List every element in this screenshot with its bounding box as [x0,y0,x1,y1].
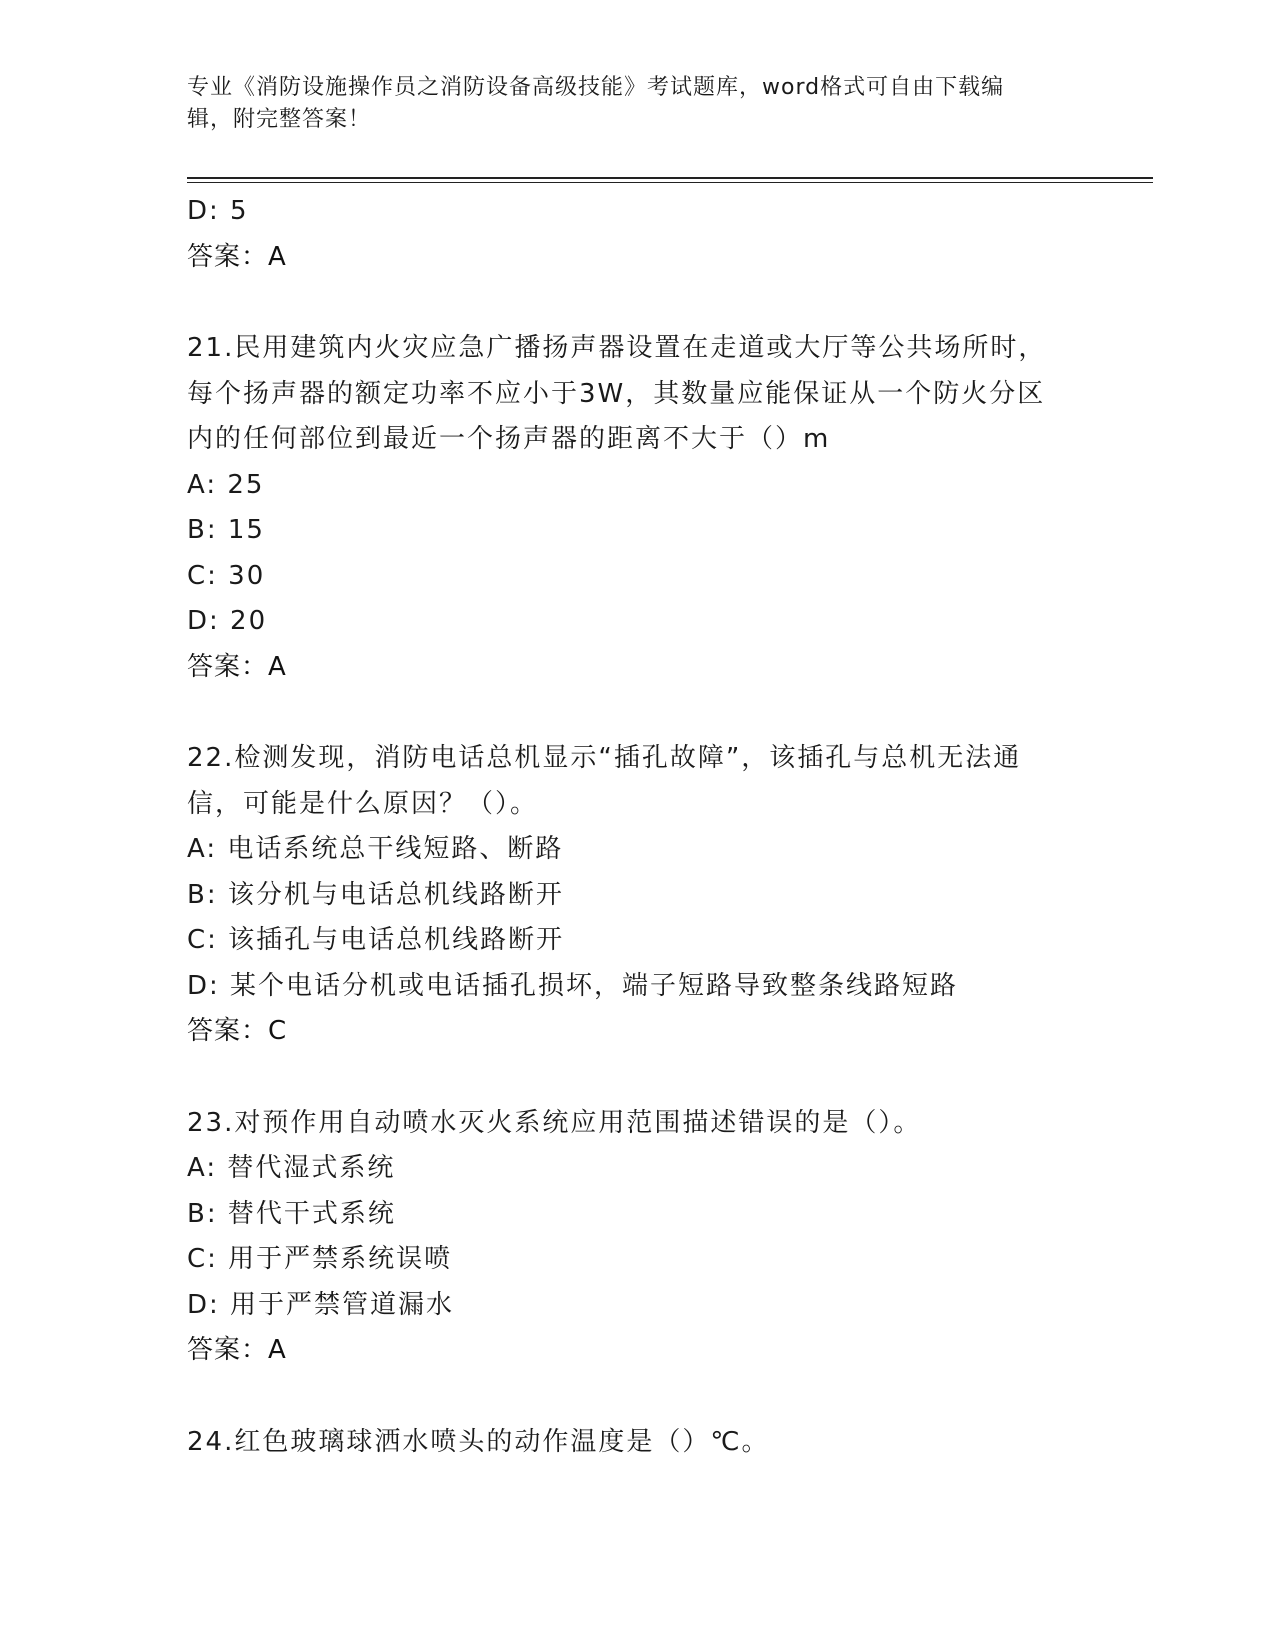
option-b: B: 替代干式系统 [187,1198,396,1229]
option-c: C: 用于严禁系统误喷 [187,1244,453,1274]
spacer [187,1374,1153,1420]
header-line-1: 专业《消防设施操作员之消防设备高级技能》考试题库，word格式可自由下载编 [187,75,1005,100]
option-d: D: 某个电话分机或电话插孔损坏，端子短路导致整条线路短路 [187,970,959,1001]
question-text-line: 每个扬声器的额定功率不应小于3W，其数量应能保证从一个防火分区 [187,378,1046,409]
header-divider-thin [187,182,1153,183]
option-c: C: 该插孔与电话总机线路断开 [187,925,565,955]
spacer [187,280,1153,326]
option-c: C: 30 [187,560,266,591]
page-header [187,72,1067,136]
answer: 答案：A [187,651,287,682]
option-d: D: 用于严禁管道漏水 [187,1289,455,1320]
option-a: A: 电话系统总干线短路、断路 [187,834,564,864]
answer: 答案：C [187,1016,288,1046]
question-24 [187,1420,1153,1466]
option-a: A: 替代湿式系统 [187,1153,396,1183]
header-line-2: 辑，附完整答案！ [187,107,372,132]
question-text-line: 23.对预作用自动喷水灭火系统应用范围描述错误的是（）。 [187,1107,922,1138]
question-21 [187,326,1153,690]
option-a: A: 25 [187,469,265,500]
prev-answer: 答案：A [187,241,287,272]
question-list [187,189,1153,1465]
prev-option-d: D: 5 [187,196,249,226]
spacer [187,690,1153,736]
option-d: D: 20 [187,606,268,636]
option-b: B: 该分机与电话总机线路断开 [187,879,564,910]
question-23 [187,1101,1153,1374]
question-text-line: 内的任何部位到最近一个扬声器的距离不大于（）m [187,424,831,454]
question-text-line: 信，可能是什么原因？（）。 [187,788,539,819]
question-text-line: 24.红色玻璃球洒水喷头的动作温度是（）℃。 [187,1426,770,1457]
spacer [187,1055,1153,1101]
question-22 [187,736,1153,1055]
question-text-line: 21.民用建筑内火灾应急广播扬声器设置在走道或大厅等公共场所时， [187,333,1047,363]
option-b: B: 15 [187,515,265,545]
question-text-line: 22.检测发现，消防电话总机显示“插孔故障”，该插孔与总机无法通 [187,743,1022,773]
header-divider-thick [187,177,1153,179]
answer: 答案：A [187,1335,287,1365]
